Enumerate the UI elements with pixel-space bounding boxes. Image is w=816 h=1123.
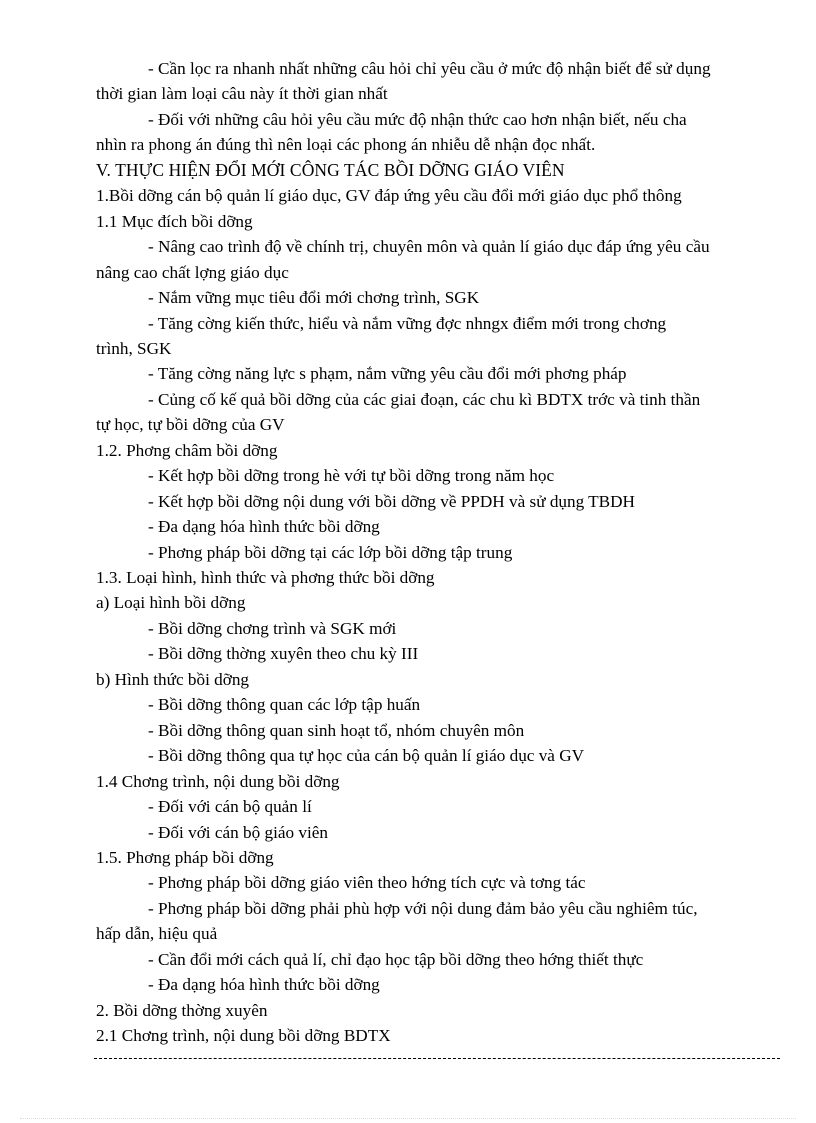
text-line: a) Loại hình bồi dỡng xyxy=(96,593,246,613)
text-line: - Đa dạng hóa hình thức bồi dỡng xyxy=(148,975,380,995)
text-line: - Nắm vững mục tiêu đổi mới chơng trình, SGK xyxy=(148,288,480,308)
text-line: nhìn ra phong án đúng thì nên loại các phong án nhiễu dễ nhận đọc nhất. xyxy=(96,135,596,155)
text-line: - Đối với cán bộ giáo viên xyxy=(148,822,328,842)
text-line: thời gian làm loại câu này ít thời gian nhất xyxy=(96,84,388,104)
text-line: - Phơng pháp bồi dỡng giáo viên theo hớng tích cực và tơng tác xyxy=(148,873,586,893)
text-line: - Đối với những câu hỏi yêu cầu mức độ nhận thức cao hơn nhận biết, nếu cha xyxy=(148,109,687,129)
footer-dashed-rule xyxy=(94,1058,780,1059)
text-line: - Tăng cờng năng lực s phạm, nắm vững yêu cầu đổi mới phơng pháp xyxy=(148,364,627,384)
text-line: - Tăng cờng kiến thức, hiểu và nắm vững đợc nhngx điểm mới trong chơng xyxy=(148,313,667,333)
text-line: 1.2. Phơng châm bồi dỡng xyxy=(96,440,278,460)
text-line: 1.5. Phơng pháp bồi dỡng xyxy=(96,847,274,867)
text-line: - Kết hợp bồi dỡng trong hè với tự bồi dỡng trong năm học xyxy=(148,466,555,486)
text-line: - Đa dạng hóa hình thức bồi dỡng xyxy=(148,517,380,537)
text-line: - Bồi dỡng thông quan sinh hoạt tổ, nhóm chuyên môn xyxy=(148,720,525,740)
text-line: 1.Bồi dỡng cán bộ quản lí giáo dục, GV đáp ứng yêu cầu đổi mới giáo dục phổ thông xyxy=(96,186,682,206)
text-line: - Củng cố kế quả bồi dỡng của các giai đoạn, các chu kì BDTX trớc và tinh thần xyxy=(148,389,701,409)
page-edge-dotted-rule xyxy=(20,1118,796,1119)
text-line: 2.1 Chơng trình, nội dung bồi dỡng BDTX xyxy=(96,1026,391,1046)
text-line: 1.4 Chơng trình, nội dung bồi dỡng xyxy=(96,771,340,791)
text-line: - Phơng pháp bồi dỡng phải phù hợp với nội dung đảm bảo yêu cầu nghiêm túc, xyxy=(148,898,698,918)
text-line: - Cần lọc ra nhanh nhất những câu hỏi chỉ yêu cầu ở mức độ nhận biết để sử dụng xyxy=(148,59,711,78)
text-line: trình, SGK xyxy=(96,338,172,358)
text-line: 1.3. Loại hình, hình thức và phơng thức bồi dỡng xyxy=(96,568,435,587)
text-line: - Bồi dỡng thông quan các lớp tập huấn xyxy=(148,695,421,715)
text-line: - Bồi dỡng chơng trình và SGK mới xyxy=(148,618,397,638)
text-line: nâng cao chất lợng giáo dục xyxy=(96,262,289,282)
text-line: - Kết hợp bồi dỡng nội dung với bồi dỡng về PPDH và sử dụng TBDH xyxy=(148,491,635,511)
text-line: - Phơng pháp bồi dỡng tại các lớp bồi dỡng tập trung xyxy=(148,542,513,562)
text-line: 1.1 Mục đích bồi dỡng xyxy=(96,211,253,231)
section-heading: V. THỰC HIỆN ĐỔI MỚI CÔNG TÁC BỒI DỠNG GIÁO VIÊN xyxy=(96,159,565,180)
text-line: - Đối với cán bộ quản lí xyxy=(148,797,312,817)
text-line: - Nâng cao trình độ về chính trị, chuyên môn và quản lí giáo dục đáp ứng yêu cầu xyxy=(148,237,710,257)
text-line: - Cần đổi mới cách quả lí, chỉ đạo học tập bồi dỡng theo hớng thiết thực xyxy=(148,949,644,969)
text-line: hấp dẫn, hiệu quả xyxy=(96,924,218,944)
text-line: b) Hình thức bồi dỡng xyxy=(96,669,250,689)
text-line: 2. Bồi dỡng thờng xuyên xyxy=(96,1000,268,1020)
text-line: - Bồi dỡng thờng xuyên theo chu kỳ III xyxy=(148,644,419,664)
text-line: tự học, tự bồi dỡng của GV xyxy=(96,415,285,435)
text-line: - Bồi dỡng thông qua tự học của cán bộ quản lí giáo dục và GV xyxy=(148,746,585,766)
